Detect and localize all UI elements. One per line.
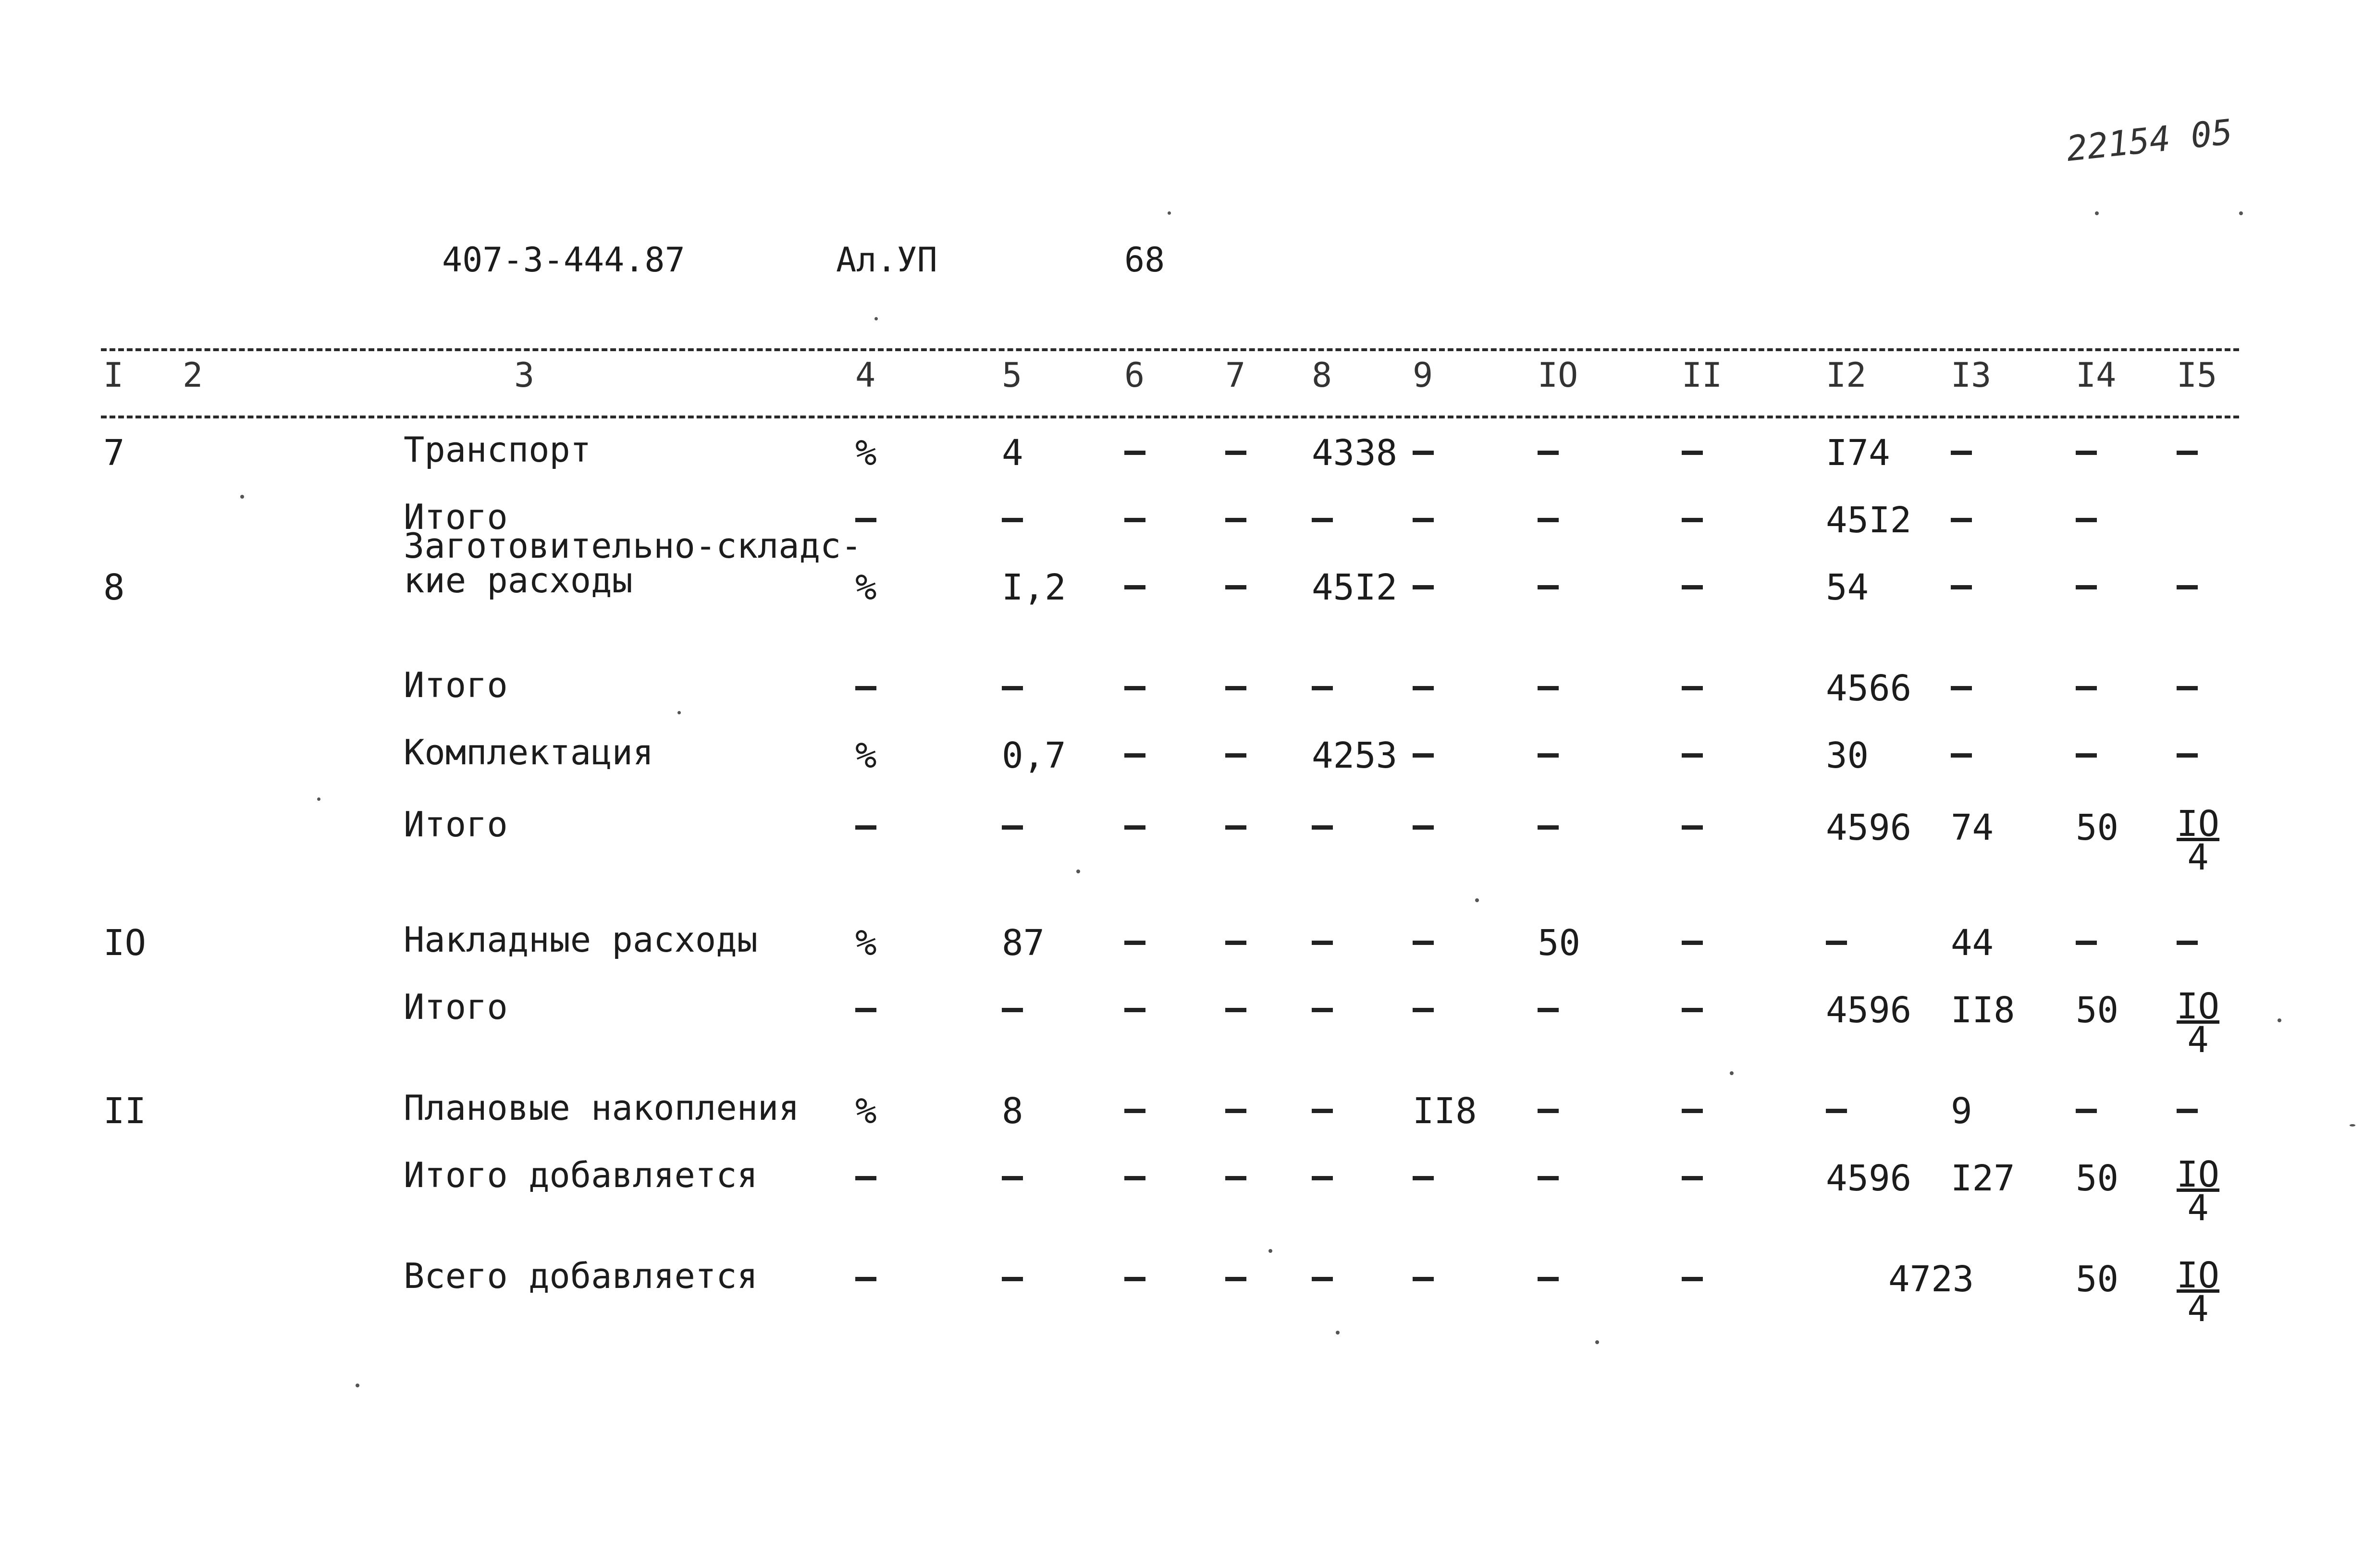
dash-mark <box>855 518 876 522</box>
dash-mark <box>1951 585 1972 589</box>
table-cell <box>1225 1277 1246 1281</box>
dash-mark <box>1312 941 1333 945</box>
row-number: II <box>103 1090 147 1132</box>
dash-mark <box>1002 1008 1023 1012</box>
table-cell <box>1538 1109 1559 1113</box>
fraction-numerator: IO <box>2177 803 2220 845</box>
fraction-cell <box>2177 1255 2220 1330</box>
dash-mark <box>1002 825 1023 830</box>
row-label: Транспорт <box>404 429 591 470</box>
dash-mark <box>1682 941 1703 945</box>
column-number: 6 <box>1124 355 1145 395</box>
table-cell <box>1413 451 1434 455</box>
dash-mark <box>1682 753 1703 758</box>
dash-mark <box>2076 941 2097 945</box>
dash-mark <box>1124 518 1145 522</box>
corner-code: 22154 05 <box>2064 111 2235 169</box>
table-cell <box>1951 518 1972 522</box>
table-cell <box>1538 825 1559 830</box>
dash-mark <box>1682 1176 1703 1180</box>
table-cell <box>1124 1277 1145 1281</box>
dash-mark <box>1225 941 1246 945</box>
column-number: 3 <box>514 355 535 395</box>
table-cell: 4338 <box>1312 432 1398 474</box>
dash-mark <box>1002 518 1023 522</box>
fraction-numerator: IO <box>2177 1255 2220 1296</box>
table-cell <box>1124 825 1145 830</box>
column-number: I2 <box>1826 355 1867 395</box>
row-number: 8 <box>103 567 125 608</box>
table-cell <box>1413 1008 1434 1012</box>
table-cell <box>1413 825 1434 830</box>
table-cell <box>1124 1008 1145 1012</box>
table-cell <box>1002 686 1023 690</box>
dash-mark <box>1124 686 1145 690</box>
table-cell: 50 <box>1538 922 1581 964</box>
dash-mark <box>1124 825 1145 830</box>
table-cell: % <box>855 735 877 776</box>
table-cell <box>2076 1109 2097 1113</box>
dash-mark <box>1413 1176 1434 1180</box>
row-label: Накладные расходы <box>404 919 758 960</box>
table-cell <box>2076 451 2097 455</box>
column-number: II <box>1682 355 1723 395</box>
dash-mark <box>1538 825 1559 830</box>
fraction-denominator: 4 <box>2187 1019 2209 1061</box>
dash-mark <box>1951 518 1972 522</box>
row-label: Итого <box>404 987 508 1027</box>
table-cell <box>1538 1277 1559 1281</box>
dash-mark <box>2076 1109 2097 1113</box>
table-cell <box>1538 585 1559 589</box>
dash-mark <box>1413 585 1434 589</box>
table-header-rule <box>101 416 2239 418</box>
table-cell <box>2177 451 2198 455</box>
row-label: кие расходы <box>404 560 633 600</box>
table-cell <box>1124 753 1145 758</box>
table-cell <box>1312 941 1333 945</box>
table-cell: 4253 <box>1312 735 1398 776</box>
dash-mark <box>855 825 876 830</box>
table-cell <box>1682 1277 1703 1281</box>
table-cell <box>2177 686 2198 690</box>
table-cell <box>1682 518 1703 522</box>
table-cell <box>1682 1176 1703 1180</box>
dash-mark <box>1538 1109 1559 1113</box>
dash-mark <box>1312 1176 1333 1180</box>
dash-mark <box>1225 1109 1246 1113</box>
dash-mark <box>2177 1109 2198 1113</box>
table-cell <box>2076 753 2097 758</box>
dash-mark <box>1225 686 1246 690</box>
dash-mark <box>1538 753 1559 758</box>
dash-mark <box>1682 1008 1703 1012</box>
dash-mark <box>1682 1277 1703 1281</box>
column-number: 9 <box>1413 355 1433 395</box>
table-cell <box>2177 753 2198 758</box>
fraction-numerator: IO <box>2177 1154 2220 1195</box>
table-cell <box>1124 1176 1145 1180</box>
table-cell <box>1312 1176 1333 1180</box>
dash-mark <box>855 1008 876 1012</box>
row-label: Итого <box>404 665 508 705</box>
column-number: I3 <box>1951 355 1992 395</box>
table-cell <box>1682 753 1703 758</box>
row-number: IO <box>103 922 147 964</box>
table-cell <box>1002 1008 1023 1012</box>
dash-mark <box>1413 1277 1434 1281</box>
dash-mark <box>1413 753 1434 758</box>
table-cell <box>1682 585 1703 589</box>
table-cell <box>855 518 876 522</box>
row-label: Итого <box>404 804 508 845</box>
dash-mark <box>1413 941 1434 945</box>
table-cell <box>2177 941 2198 945</box>
dash-mark <box>1124 1176 1145 1180</box>
table-cell <box>1682 686 1703 690</box>
dash-mark <box>1312 825 1333 830</box>
table-cell: 4596 <box>1826 807 1912 848</box>
table-cell <box>1002 1277 1023 1281</box>
total-cell: 4723 <box>1888 1259 1974 1300</box>
table-cell <box>1002 1176 1023 1180</box>
table-cell <box>855 825 876 830</box>
dash-mark <box>1413 518 1434 522</box>
column-number: I4 <box>2076 355 2117 395</box>
table-cell <box>1124 1109 1145 1113</box>
dash-mark <box>1951 686 1972 690</box>
dash-mark <box>1682 686 1703 690</box>
dash-mark <box>1538 1277 1559 1281</box>
dash-mark <box>1951 451 1972 455</box>
table-cell <box>1826 1109 1847 1113</box>
table-cell: % <box>855 567 877 608</box>
table-cell: 50 <box>2076 990 2119 1031</box>
dash-mark <box>1225 1008 1246 1012</box>
dash-mark <box>2076 451 2097 455</box>
dash-mark <box>2076 686 2097 690</box>
table-cell <box>2076 941 2097 945</box>
table-cell <box>1538 451 1559 455</box>
table-cell <box>2076 585 2097 589</box>
table-cell <box>2177 585 2198 589</box>
table-cell <box>1225 451 1246 455</box>
table-cell: 45I2 <box>1312 567 1398 608</box>
table-cell <box>1312 825 1333 830</box>
row-label: Всего добавляется <box>404 1256 758 1296</box>
dash-mark <box>1002 1176 1023 1180</box>
table-cell <box>1225 585 1246 589</box>
table-cell: 4596 <box>1826 990 1912 1031</box>
dash-mark <box>855 686 876 690</box>
table-top-rule <box>101 348 2239 351</box>
table-cell <box>855 686 876 690</box>
dash-mark <box>1538 518 1559 522</box>
table-cell <box>1682 1008 1703 1012</box>
dash-mark <box>855 1277 876 1281</box>
table-cell <box>1413 1176 1434 1180</box>
table-cell <box>1682 825 1703 830</box>
fraction-denominator: 4 <box>2187 1288 2209 1330</box>
column-number: 2 <box>183 355 203 395</box>
dash-mark <box>2177 451 2198 455</box>
table-cell <box>1124 686 1145 690</box>
dash-mark <box>1312 1277 1333 1281</box>
table-cell <box>855 1277 876 1281</box>
table-cell <box>1826 941 1847 945</box>
table-cell: 50 <box>2076 1158 2119 1199</box>
dash-mark <box>1124 1109 1145 1113</box>
table-cell <box>1124 585 1145 589</box>
dash-mark <box>1538 1008 1559 1012</box>
table-cell <box>1951 585 1972 589</box>
table-cell: 45I2 <box>1826 500 1912 541</box>
dash-mark <box>1413 686 1434 690</box>
table-cell: I27 <box>1951 1158 2015 1199</box>
table-cell <box>1538 518 1559 522</box>
table-cell: II8 <box>1413 1090 1477 1132</box>
row-label: Итого <box>404 497 508 537</box>
dash-mark <box>2076 585 2097 589</box>
dash-mark <box>1124 1277 1145 1281</box>
dash-mark <box>1124 585 1145 589</box>
row-label: Итого добавляется <box>404 1155 758 1195</box>
dash-mark <box>1538 585 1559 589</box>
dash-mark <box>1312 1008 1333 1012</box>
dash-mark <box>855 1176 876 1180</box>
dash-mark <box>2076 518 2097 522</box>
fraction-cell <box>2177 986 2220 1061</box>
table-cell <box>1682 941 1703 945</box>
column-number: I5 <box>2177 355 2217 395</box>
table-cell <box>1312 1109 1333 1113</box>
column-number: 7 <box>1225 355 1246 395</box>
dash-mark <box>2177 585 2198 589</box>
dash-mark <box>2076 753 2097 758</box>
column-number: I <box>103 355 124 395</box>
table-cell <box>2177 1109 2198 1113</box>
dash-mark <box>1312 686 1333 690</box>
dash-mark <box>1225 753 1246 758</box>
dash-mark <box>1002 686 1023 690</box>
table-cell <box>1413 518 1434 522</box>
table-cell <box>1413 1277 1434 1281</box>
table-cell <box>1312 1008 1333 1012</box>
table-cell: I,2 <box>1002 567 1066 608</box>
table-cell <box>1538 1176 1559 1180</box>
fraction-denominator: 4 <box>2187 1188 2209 1229</box>
column-number: 8 <box>1312 355 1332 395</box>
dash-mark <box>1682 585 1703 589</box>
table-cell: 4596 <box>1826 1158 1912 1199</box>
table-cell <box>1538 686 1559 690</box>
dash-mark <box>1225 518 1246 522</box>
table-cell: 50 <box>2076 1259 2119 1300</box>
dash-mark <box>1124 753 1145 758</box>
dash-mark <box>1124 451 1145 455</box>
dash-mark <box>1002 1277 1023 1281</box>
table-cell <box>1225 941 1246 945</box>
dash-mark <box>1413 451 1434 455</box>
table-cell: 9 <box>1951 1090 1972 1132</box>
dash-mark <box>1538 686 1559 690</box>
dash-mark <box>1682 1109 1703 1113</box>
dash-mark <box>2177 686 2198 690</box>
dash-mark <box>1538 1176 1559 1180</box>
table-cell: 4 <box>1002 432 1023 474</box>
fraction-cell <box>2177 1154 2220 1229</box>
table-cell <box>1312 686 1333 690</box>
table-cell: % <box>855 1090 877 1132</box>
table-cell: 44 <box>1951 922 1994 964</box>
dash-mark <box>1951 753 1972 758</box>
table-cell: % <box>855 922 877 964</box>
table-cell: 4566 <box>1826 668 1912 709</box>
table-cell: % <box>855 432 877 474</box>
table-cell: 0,7 <box>1002 735 1066 776</box>
table-cell: 74 <box>1951 807 1994 848</box>
dash-mark <box>1225 451 1246 455</box>
dash-mark <box>1826 941 1847 945</box>
dash-mark <box>1826 1109 1847 1113</box>
table-cell <box>1002 518 1023 522</box>
page-number: 68 <box>1124 240 1165 280</box>
table-cell <box>1124 451 1145 455</box>
dash-mark <box>2177 753 2198 758</box>
dash-mark <box>1413 825 1434 830</box>
table-cell <box>1124 518 1145 522</box>
dash-mark <box>1413 1008 1434 1012</box>
row-number: 7 <box>103 432 125 474</box>
table-cell <box>1124 941 1145 945</box>
table-cell <box>1225 1008 1246 1012</box>
table-cell <box>1225 753 1246 758</box>
dash-mark <box>1682 518 1703 522</box>
table-cell <box>1225 518 1246 522</box>
table-cell <box>1682 451 1703 455</box>
album-label: Ал.УП <box>836 240 937 280</box>
table-cell <box>1312 518 1333 522</box>
table-cell: 50 <box>2076 807 2119 848</box>
table-cell <box>1538 753 1559 758</box>
table-cell: 8 <box>1002 1090 1023 1132</box>
table-cell <box>1002 825 1023 830</box>
dash-mark <box>1124 941 1145 945</box>
table-cell <box>1951 451 1972 455</box>
doc-code: 407-3-444.87 <box>442 240 685 280</box>
table-cell <box>1225 1176 1246 1180</box>
row-label: Комплектация <box>404 732 654 772</box>
row-label: Заготовительно-складс- <box>404 526 862 566</box>
table-cell: I74 <box>1826 432 1890 474</box>
fraction-numerator: IO <box>2177 986 2220 1027</box>
table-cell <box>1312 1277 1333 1281</box>
dash-mark <box>1124 1008 1145 1012</box>
table-cell <box>1682 1109 1703 1113</box>
dash-mark <box>1682 825 1703 830</box>
fraction-denominator: 4 <box>2187 837 2209 878</box>
table-cell: 30 <box>1826 735 1869 776</box>
table-cell <box>2076 686 2097 690</box>
table-cell <box>1951 686 1972 690</box>
table-cell <box>855 1176 876 1180</box>
table-cell <box>1413 753 1434 758</box>
table-cell <box>1413 686 1434 690</box>
dash-mark <box>1225 825 1246 830</box>
table-cell <box>1538 1008 1559 1012</box>
table-cell <box>1413 585 1434 589</box>
table-cell <box>855 1008 876 1012</box>
dash-mark <box>1225 1176 1246 1180</box>
row-label: Плановые накопления <box>404 1088 800 1128</box>
table-cell: 54 <box>1826 567 1869 608</box>
fraction-cell <box>2177 803 2220 878</box>
dash-mark <box>2177 941 2198 945</box>
table-cell <box>1225 825 1246 830</box>
table-cell: 87 <box>1002 922 1045 964</box>
column-number: IO <box>1538 355 1578 395</box>
table-cell <box>1225 686 1246 690</box>
dash-mark <box>1225 585 1246 589</box>
table-cell <box>2076 518 2097 522</box>
dash-mark <box>1225 1277 1246 1281</box>
dash-mark <box>1538 451 1559 455</box>
column-number: 4 <box>855 355 876 395</box>
table-cell <box>1225 1109 1246 1113</box>
dash-mark <box>1312 518 1333 522</box>
dash-mark <box>1312 1109 1333 1113</box>
table-cell <box>1413 941 1434 945</box>
dash-mark <box>1682 451 1703 455</box>
column-number: 5 <box>1002 355 1022 395</box>
table-cell <box>1951 753 1972 758</box>
table-cell: II8 <box>1951 990 2015 1031</box>
